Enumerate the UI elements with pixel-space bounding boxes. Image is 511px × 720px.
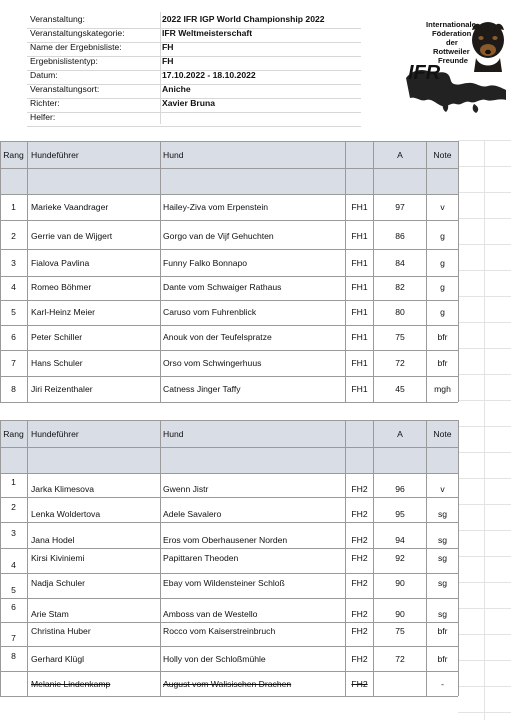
table-row: [0, 194, 458, 220]
column-header-dog: Hund: [163, 428, 184, 439]
class-cell: FH1: [351, 332, 368, 342]
class-cell: FH2: [351, 553, 368, 563]
rank-cell: 6: [11, 332, 16, 342]
table-row: [0, 274, 458, 300]
column-header-rank: Rang: [3, 428, 24, 439]
info-column-divider: [160, 12, 161, 124]
info-value: Aniche: [162, 84, 191, 94]
table-subheader-row: [0, 169, 458, 194]
grade-cell: -: [441, 679, 444, 689]
rank-cell: 8: [11, 384, 16, 394]
info-label: Richter:: [30, 98, 60, 108]
table-row: [0, 498, 458, 522]
column-header-points: A: [397, 428, 403, 439]
column-divider: [27, 141, 28, 402]
row-divider: [0, 548, 458, 549]
row-divider: [0, 168, 458, 169]
class-cell: FH2: [351, 535, 368, 545]
row-divider: [0, 473, 458, 474]
table-header-row: [0, 420, 458, 447]
row-divider: [0, 622, 458, 623]
points-cell: 96: [395, 484, 405, 494]
table-row: [0, 350, 458, 376]
info-value: Xavier Bruna: [162, 98, 216, 108]
grade-cell: v: [440, 202, 445, 212]
column-divider: [426, 420, 427, 696]
table-row: [0, 250, 458, 276]
dog-cell: Gwenn Jistr: [163, 484, 209, 494]
column-divider: [458, 420, 459, 696]
logo-abbreviation: IFR: [408, 62, 441, 84]
info-label: Helfer:: [30, 112, 56, 122]
table-row: [0, 549, 458, 573]
grade-cell: bfr: [437, 626, 448, 636]
rank-cell: 8: [11, 651, 16, 661]
handler-cell: Gerrie van de Wijgert: [31, 231, 113, 241]
column-divider: [345, 141, 346, 402]
dog-cell: Amboss van de Westello: [163, 609, 258, 619]
info-label: Veranstaltung:: [30, 14, 85, 24]
table-row: [0, 299, 458, 325]
rank-cell: 2: [11, 231, 16, 241]
table-row: [0, 473, 458, 497]
column-divider: [345, 420, 346, 696]
info-value: 2022 IFR IGP World Championship 2022: [162, 14, 325, 24]
row-divider: [0, 497, 458, 498]
points-cell: 75: [395, 626, 405, 636]
table-row: [0, 574, 458, 598]
row-divider: [0, 402, 458, 403]
grade-cell: g: [440, 282, 445, 292]
points-cell: 82: [395, 282, 405, 292]
handler-cell: Jiri Reizenthaler: [31, 384, 93, 394]
row-divider: [0, 671, 458, 672]
grade-cell: g: [440, 307, 445, 317]
points-cell: 90: [395, 609, 405, 619]
row-divider: [0, 141, 458, 142]
row-divider: [0, 696, 458, 697]
logo-line-4: Rottweiler: [433, 47, 470, 56]
class-cell: FH1: [351, 282, 368, 292]
rank-cell: 6: [11, 602, 16, 612]
grade-cell: g: [440, 231, 445, 241]
class-cell: FH1: [351, 202, 368, 212]
points-cell: 90: [395, 578, 405, 588]
rank-cell: 1: [11, 477, 16, 487]
points-cell: 80: [395, 307, 405, 317]
handler-cell: Jarka Klimesova: [31, 484, 95, 494]
row-divider: [0, 276, 458, 277]
class-cell: FH1: [351, 384, 368, 394]
points-cell: 75: [395, 332, 405, 342]
dog-cell: Eros vom Oberhausener Norden: [163, 535, 288, 545]
row-divider: [0, 376, 458, 377]
rank-cell: 2: [11, 502, 16, 512]
logo-line-1: Internationale: [426, 20, 476, 29]
handler-cell: Gerhard Klügl: [31, 654, 85, 664]
logo-line-2: Föderation: [432, 29, 472, 38]
column-header-class: [346, 420, 373, 447]
dog-cell: Anouk von der Teufelspratze: [163, 332, 272, 342]
table-row: [0, 647, 458, 671]
points-cell: 95: [395, 509, 405, 519]
handler-cell: Peter Schiller: [31, 332, 83, 342]
grid-column-line: [484, 140, 485, 720]
handler-cell: Marieke Vaandrager: [31, 202, 109, 212]
info-divider: [27, 126, 361, 127]
info-value: FH: [162, 56, 174, 66]
class-cell: FH2: [351, 509, 368, 519]
handler-cell: Romeo Böhmer: [31, 282, 92, 292]
grade-cell: bfr: [437, 358, 448, 368]
table-row: [0, 622, 458, 646]
class-cell: FH1: [351, 231, 368, 241]
grade-cell: mgh: [434, 384, 451, 394]
row-divider: [0, 447, 458, 448]
dog-cell: Rocco vom Kaiserstreinbruch: [163, 626, 276, 636]
dog-cell: Gorgo van de Vijf Gehuchten: [163, 231, 274, 241]
points-cell: 86: [395, 231, 405, 241]
grade-cell: sg: [437, 535, 448, 545]
dog-cell: Funny Falko Bonnapo: [163, 258, 248, 268]
class-cell: FH2: [351, 484, 368, 494]
points-cell: 94: [395, 535, 405, 545]
points-cell: 72: [395, 358, 405, 368]
column-header-class: [346, 141, 373, 168]
table-row: [0, 376, 458, 402]
rank-cell: 5: [11, 307, 16, 317]
column-divider: [458, 141, 459, 402]
column-header-rank: Rang: [3, 149, 24, 160]
info-label: Veranstaltungsort:: [30, 84, 100, 94]
column-divider: [373, 141, 374, 402]
table-row: [0, 324, 458, 350]
class-cell: FH2: [351, 626, 368, 636]
row-divider: [0, 194, 458, 195]
ifr-logo: [402, 16, 510, 116]
logo-line-3: der: [446, 38, 458, 47]
class-cell: FH1: [351, 307, 368, 317]
grade-cell: bfr: [437, 332, 448, 342]
rank-cell: 5: [11, 585, 16, 595]
points-cell: 92: [395, 553, 405, 563]
row-divider: [0, 249, 458, 250]
column-divider: [27, 420, 28, 696]
grade-cell: g: [440, 258, 445, 268]
dog-cell: Caruso vom Fuhrenblick: [163, 307, 257, 317]
class-cell: FH1: [351, 258, 368, 268]
dog-cell: Adele Savalero: [163, 509, 222, 519]
column-divider: [373, 420, 374, 696]
rank-cell: 4: [11, 560, 16, 570]
handler-cell: Melanie Lindenkamp: [31, 679, 111, 689]
column-divider: [0, 141, 1, 402]
class-cell: FH2: [351, 609, 368, 619]
table-subheader-row: [0, 448, 458, 473]
handler-cell: Nadja Schuler: [31, 578, 85, 588]
row-divider: [0, 325, 458, 326]
rank-cell: 3: [11, 528, 16, 538]
handler-cell: Lenka Woldertova: [31, 509, 101, 519]
table-row: [0, 223, 458, 249]
column-divider: [160, 141, 161, 402]
logo-line-5: Freunde: [438, 56, 468, 65]
info-value: FH: [162, 42, 174, 52]
dog-cell: August vom Walisischen Drachen: [163, 679, 292, 689]
table-header-row: [0, 141, 458, 168]
dog-cell: Hailey-Ziva vom Erpenstein: [163, 202, 269, 212]
dog-cell: Papittaren Theoden: [163, 553, 239, 563]
class-cell: FH2: [351, 578, 368, 588]
row-divider: [0, 420, 458, 421]
row-divider: [0, 350, 458, 351]
points-cell: 45: [395, 384, 405, 394]
points-cell: 72: [395, 654, 405, 664]
info-label: Veranstaltungskategorie:: [30, 28, 125, 38]
column-header-handler: Hundeführer: [31, 149, 79, 160]
info-label: Datum:: [30, 70, 58, 80]
row-divider: [0, 522, 458, 523]
dog-cell: Ebay vom Wildensteiner Schloß: [163, 578, 285, 588]
dog-cell: Dante vom Schwaiger Rathaus: [163, 282, 282, 292]
grade-cell: v: [440, 484, 445, 494]
column-header-points: A: [397, 149, 403, 160]
points-cell: 97: [395, 202, 405, 212]
grade-cell: sg: [437, 578, 448, 588]
rank-cell: [0, 672, 27, 696]
handler-cell: Kirsi Kiviniemi: [31, 553, 85, 563]
handler-cell: Christina Huber: [31, 626, 91, 636]
class-cell: FH1: [351, 358, 368, 368]
info-label: Name der Ergebnisliste:: [30, 42, 122, 52]
grade-cell: sg: [437, 553, 448, 563]
handler-cell: Arie Stam: [31, 609, 69, 619]
column-header-grade: Note: [433, 428, 452, 439]
handler-cell: Hans Schuler: [31, 358, 83, 368]
rank-cell: 3: [11, 258, 16, 268]
handler-cell: Karl-Heinz Meier: [31, 307, 95, 317]
column-header-grade: Note: [433, 149, 452, 160]
rank-cell: 7: [11, 633, 16, 643]
table-row: [0, 672, 458, 696]
points-cell: 84: [395, 258, 405, 268]
grade-cell: sg: [437, 509, 448, 519]
table-row: [0, 598, 458, 622]
rank-cell: 4: [11, 282, 16, 292]
column-divider: [160, 420, 161, 696]
rank-cell: 1: [11, 202, 16, 212]
handler-cell: Jana Hodel: [31, 535, 75, 545]
grade-cell: sg: [437, 609, 448, 619]
points-cell: [374, 672, 426, 696]
column-divider: [0, 420, 1, 696]
class-cell: FH2: [351, 654, 368, 664]
row-divider: [0, 598, 458, 599]
info-value: IFR Weltmeisterschaft: [162, 28, 253, 38]
dog-cell: Catness Jinger Taffy: [163, 384, 241, 394]
column-divider: [426, 141, 427, 402]
dog-cell: Holly von der Schloßmühle: [163, 654, 266, 664]
rank-cell: 7: [11, 358, 16, 368]
info-value: 17.10.2022 - 18.10.2022: [162, 70, 256, 80]
row-divider: [0, 300, 458, 301]
column-header-handler: Hundeführer: [31, 428, 79, 439]
dog-cell: Orso vom Schwingerhuus: [163, 358, 262, 368]
row-divider: [0, 573, 458, 574]
row-divider: [0, 220, 458, 221]
class-cell: FH2: [351, 679, 368, 689]
column-header-dog: Hund: [163, 149, 184, 160]
grade-cell: bfr: [437, 654, 448, 664]
row-divider: [0, 646, 458, 647]
info-label: Ergebnislistentyp:: [30, 56, 98, 66]
handler-cell: Fialova Pavlina: [31, 258, 90, 268]
table-row: [0, 524, 458, 548]
